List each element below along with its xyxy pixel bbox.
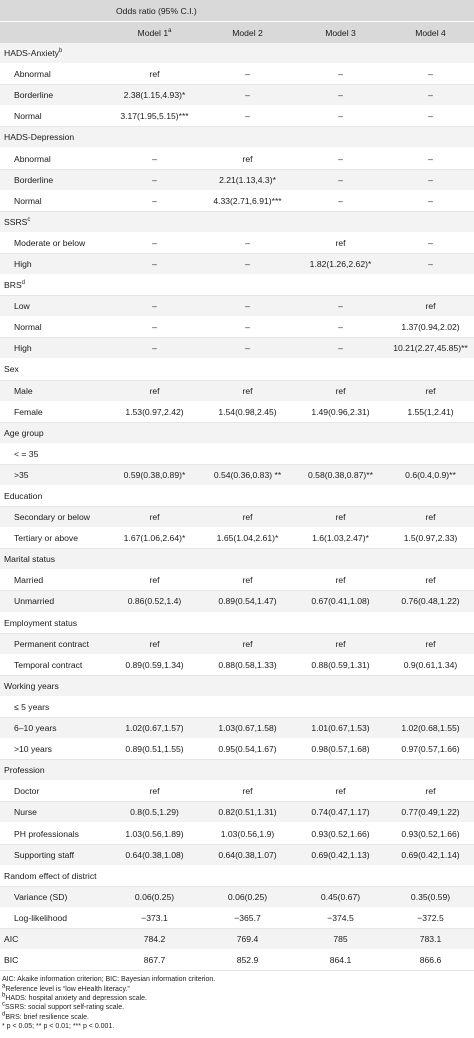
section-label: [0, 760, 474, 781]
model-3-cell: ref: [294, 781, 387, 802]
table-row: [0, 106, 474, 127]
section-label: [0, 275, 474, 296]
table-row: [0, 64, 474, 85]
row-label-text: Borderline: [14, 90, 54, 101]
footnote-marker: a: [2, 983, 6, 990]
table-row: [0, 232, 474, 253]
model-4-cell: 0.35(0.59): [387, 886, 474, 907]
model-2-cell: –: [201, 106, 294, 127]
row-label-text: Borderline: [14, 174, 54, 185]
model-4-cell: 0.6(0.4,0.9)**: [387, 464, 474, 485]
model-1-cell: ref: [108, 570, 201, 591]
model-1-cell: 2.38(1.15,4.93)*: [108, 85, 201, 106]
row-label-text: Married: [14, 575, 44, 586]
model-4-cell: [387, 443, 474, 464]
table-row: [0, 591, 474, 612]
table-row: [0, 296, 474, 317]
section-label: [0, 211, 474, 232]
row-label-text: Normal: [14, 195, 42, 206]
row-label-text: Working years: [4, 680, 59, 691]
footnote-marker: d: [2, 1011, 6, 1018]
row-label-text: Permanent contract: [14, 638, 89, 649]
model-4-cell: 783.1: [387, 928, 474, 949]
model-3-cell: ref: [294, 570, 387, 591]
row-label: [0, 823, 108, 844]
model-4-cell: ref: [387, 296, 474, 317]
row-label: [0, 570, 108, 591]
row-label: [0, 886, 108, 907]
model-4-cell: ref: [387, 781, 474, 802]
model-2-cell: 0.64(0.38,1.07): [201, 844, 294, 865]
model-1-cell: 1.53(0.97,2.42): [108, 401, 201, 422]
footnote-text: AIC: Akaike information criterion; BIC: Bayesian information criterion.: [2, 976, 216, 984]
model-2-cell: 0.88(0.58,1.33): [201, 654, 294, 675]
row-label-text: Sex: [4, 364, 19, 375]
table-row: [0, 844, 474, 865]
row-label-text: Random effect of district: [4, 870, 97, 881]
footnote-text: Reference level is “low eHealth literacy.”: [5, 985, 130, 993]
model-4-cell: –: [387, 85, 474, 106]
table-row: [0, 654, 474, 675]
model-1-cell: 0.64(0.38,1.08): [108, 844, 201, 865]
row-label: [0, 443, 108, 464]
row-label-text: High: [14, 343, 32, 354]
model-2-cell: 0.54(0.36,0.83) **: [201, 464, 294, 485]
footnote-marker: c: [27, 216, 31, 223]
table-row: [0, 633, 474, 654]
footnote-marker: b: [2, 992, 6, 999]
model-1-cell: –: [108, 253, 201, 274]
section-row: [0, 485, 474, 506]
table-row: [0, 317, 474, 338]
row-label-text: Employment status: [4, 617, 78, 628]
model-2-cell: 4.33(2.71,6.91)***: [201, 190, 294, 211]
model-2-header: Model 2: [201, 22, 294, 44]
model-1-cell: [108, 696, 201, 717]
model-3-cell: 1.49(0.96,2.31): [294, 401, 387, 422]
model-4-cell: –: [387, 232, 474, 253]
row-label: [0, 844, 108, 865]
model-4-cell: –: [387, 253, 474, 274]
model-4-cell: [387, 696, 474, 717]
model-4-cell: ref: [387, 633, 474, 654]
model-1-cell: 0.8(0.5,1.29): [108, 802, 201, 823]
model-1-cell: ref: [108, 64, 201, 85]
row-label-text: Doctor: [14, 786, 40, 797]
model-2-cell: [201, 443, 294, 464]
model-4-header: Model 4: [387, 22, 474, 44]
model-3-cell: 0.88(0.59,1.31): [294, 654, 387, 675]
model-2-cell: 1.54(0.98,2.45): [201, 401, 294, 422]
row-label-text: Unmarried: [14, 596, 55, 607]
model-3-cell: [294, 696, 387, 717]
model-3-cell: –: [294, 317, 387, 338]
model-3-cell: –: [294, 338, 387, 359]
row-label: [0, 591, 108, 612]
row-label-text: Profession: [4, 765, 45, 776]
row-label-text: Abnormal: [14, 69, 51, 80]
model-1-cell: 1.02(0.67,1.57): [108, 718, 201, 739]
table-row: [0, 950, 474, 971]
header-row-models: [0, 22, 474, 44]
section-row: [0, 612, 474, 633]
row-label-text: Variance (SD): [14, 891, 68, 902]
model-4-cell: 0.69(0.42,1.14): [387, 844, 474, 865]
table-row: [0, 928, 474, 949]
row-label: [0, 507, 108, 528]
model-1-cell: 1.67(1.06,2.64)*: [108, 528, 201, 549]
section-row: [0, 865, 474, 886]
model-2-cell: ref: [201, 781, 294, 802]
row-label: [0, 253, 108, 274]
table-row: [0, 507, 474, 528]
model-4-cell: −372.5: [387, 907, 474, 928]
model-2-cell: 1.03(0.56,1.9): [201, 823, 294, 844]
model-4-cell: 0.76(0.48,1.22): [387, 591, 474, 612]
section-label: [0, 612, 474, 633]
model-2-cell: –: [201, 296, 294, 317]
model-1-cell: 3.17(1.95,5.15)***: [108, 106, 201, 127]
row-label-text: Male: [14, 385, 33, 396]
model-4-cell: 866.6: [387, 950, 474, 971]
model-3-cell: 864.1: [294, 950, 387, 971]
model-3-cell: 0.69(0.42,1.13): [294, 844, 387, 865]
footnote: [2, 1022, 472, 1031]
model-3-cell: 1.01(0.67,1.53): [294, 718, 387, 739]
table-row: [0, 739, 474, 760]
model-4-cell: ref: [387, 570, 474, 591]
model-4-cell: –: [387, 190, 474, 211]
model-3-cell: −374.5: [294, 907, 387, 928]
row-label: [0, 401, 108, 422]
model-2-cell: 0.95(0.54,1.67): [201, 739, 294, 760]
row-label-text: Age group: [4, 427, 44, 438]
row-label: [0, 696, 108, 717]
model-4-cell: –: [387, 148, 474, 169]
footnote-text: BRS: brief resilience scale.: [5, 1013, 89, 1021]
model-3-cell: [294, 443, 387, 464]
section-row: [0, 760, 474, 781]
model-3-cell: 0.45(0.67): [294, 886, 387, 907]
model-3-cell: ref: [294, 507, 387, 528]
model-1-cell: 0.89(0.59,1.34): [108, 654, 201, 675]
row-label: [0, 64, 108, 85]
model-3-cell: ref: [294, 633, 387, 654]
model-3-header: Model 3: [294, 22, 387, 44]
model-2-cell: 852.9: [201, 950, 294, 971]
model-1-header: [108, 22, 201, 44]
row-label-text: Secondary or below: [14, 512, 90, 523]
table-row: [0, 886, 474, 907]
footnote: [2, 985, 472, 994]
footnote: [2, 994, 472, 1003]
model-3-cell: –: [294, 190, 387, 211]
model-4-cell: 1.5(0.97,2.33): [387, 528, 474, 549]
model-3-cell: 0.74(0.47,1.17): [294, 802, 387, 823]
table-row: [0, 464, 474, 485]
model-3-cell: –: [294, 169, 387, 190]
row-label: [0, 106, 108, 127]
table-row: [0, 253, 474, 274]
footnote: [2, 975, 472, 984]
footnote-marker: c: [2, 1002, 5, 1009]
footnote-marker: d: [21, 280, 26, 287]
table-row: [0, 85, 474, 106]
model-2-cell: 1.03(0.67,1.58): [201, 718, 294, 739]
section-row: [0, 359, 474, 380]
row-label-text: Temporal contract: [14, 659, 83, 670]
model-4-cell: ref: [387, 507, 474, 528]
model-2-cell: [201, 696, 294, 717]
table-row: [0, 823, 474, 844]
row-label-text: High: [14, 258, 32, 269]
row-label: [0, 802, 108, 823]
model-3-cell: 0.93(0.52,1.66): [294, 823, 387, 844]
model-2-cell: ref: [201, 380, 294, 401]
table-body: [0, 43, 474, 971]
footnote: [2, 1013, 472, 1022]
row-label: [0, 338, 108, 359]
model-1-cell: 1.03(0.56,1.89): [108, 823, 201, 844]
model-4-cell: 1.02(0.68,1.55): [387, 718, 474, 739]
row-label: [0, 781, 108, 802]
row-label-text: SSRS: [4, 216, 28, 227]
section-row: [0, 275, 474, 296]
model-3-cell: –: [294, 85, 387, 106]
model-4-cell: 0.77(0.49,1.22): [387, 802, 474, 823]
row-label: [0, 654, 108, 675]
table-row: [0, 907, 474, 928]
model-1-cell: ref: [108, 380, 201, 401]
model-4-cell: 1.37(0.94,2.02): [387, 317, 474, 338]
model-1-cell: –: [108, 232, 201, 253]
model-3-cell: 785: [294, 928, 387, 949]
model-1-cell: [108, 443, 201, 464]
model-3-cell: 1.82(1.26,2.62)*: [294, 253, 387, 274]
row-label-text: >10 years: [14, 744, 52, 755]
model-1-cell: −373.1: [108, 907, 201, 928]
section-row: [0, 211, 474, 232]
footnote-marker: b: [58, 48, 63, 55]
model-1-cell: ref: [108, 633, 201, 654]
model-1-cell: 0.86(0.52,1.4): [108, 591, 201, 612]
row-label: [0, 950, 108, 971]
row-label-text: Low: [14, 301, 30, 312]
model-3-cell: 0.98(0.57,1.68): [294, 739, 387, 760]
model-2-cell: ref: [201, 633, 294, 654]
model-4-cell: 0.93(0.52,1.66): [387, 823, 474, 844]
table-row: [0, 528, 474, 549]
row-label: [0, 633, 108, 654]
model-1-cell: –: [108, 317, 201, 338]
model-1-cell: –: [108, 338, 201, 359]
table-row: [0, 401, 474, 422]
row-label: [0, 296, 108, 317]
table-row: [0, 443, 474, 464]
row-label-text: AIC: [4, 933, 19, 944]
table-row: [0, 718, 474, 739]
footnotes: [0, 971, 474, 1031]
table-row: [0, 148, 474, 169]
row-label-text: Nurse: [14, 807, 37, 818]
table-row: [0, 570, 474, 591]
model-1-cell: ref: [108, 507, 201, 528]
row-label-text: Supporting staff: [14, 849, 75, 860]
row-label: [0, 718, 108, 739]
row-label: [0, 739, 108, 760]
model-4-cell: –: [387, 169, 474, 190]
model-2-cell: –: [201, 85, 294, 106]
model-3-cell: –: [294, 64, 387, 85]
model-4-cell: ref: [387, 380, 474, 401]
row-label-text: 6–10 years: [14, 723, 57, 734]
row-label-text: PH professionals: [14, 828, 79, 839]
row-label-text: < = 35: [14, 448, 39, 459]
row-label-text: Female: [14, 406, 43, 417]
model-1-cell: 867.7: [108, 950, 201, 971]
model-3-cell: –: [294, 106, 387, 127]
model-4-cell: 10.21(2.27,45.85)**: [387, 338, 474, 359]
model-3-cell: 1.6(1.03,2.47)*: [294, 528, 387, 549]
footnote: [2, 1003, 472, 1012]
model-4-cell: 0.9(0.61,1.34): [387, 654, 474, 675]
model-3-cell: ref: [294, 232, 387, 253]
model-2-cell: 0.82(0.51,1.31): [201, 802, 294, 823]
table-row: [0, 169, 474, 190]
model-2-cell: –: [201, 317, 294, 338]
row-label: [0, 928, 108, 949]
model-4-cell: 0.97(0.57,1.66): [387, 739, 474, 760]
row-label-text: HADS-Anxiety: [4, 48, 59, 59]
row-label: [0, 232, 108, 253]
model-3-cell: 0.67(0.41,1.08): [294, 591, 387, 612]
model-3-cell: –: [294, 148, 387, 169]
model-1-cell: –: [108, 169, 201, 190]
odds-ratio-header: Odds ratio (95% C.I.): [0, 0, 474, 22]
row-label-text: >35: [14, 469, 29, 480]
row-label: [0, 528, 108, 549]
model-2-cell: 769.4: [201, 928, 294, 949]
section-row: [0, 127, 474, 148]
row-label-text: Log-likelihood: [14, 912, 68, 923]
model-2-cell: 1.65(1.04,2.61)*: [201, 528, 294, 549]
model-4-cell: –: [387, 64, 474, 85]
section-row: [0, 43, 474, 64]
footnote-text: SSRS: social support self-rating scale.: [5, 1004, 125, 1012]
model-1-cell: –: [108, 148, 201, 169]
row-label: [0, 190, 108, 211]
model-3-cell: –: [294, 296, 387, 317]
table-row: [0, 802, 474, 823]
row-label-text: Marital status: [4, 554, 56, 565]
header-blank: [0, 22, 108, 44]
section-label: [0, 127, 474, 148]
row-label-text: BRS: [4, 280, 22, 291]
row-label: [0, 85, 108, 106]
row-label: [0, 317, 108, 338]
section-label: [0, 549, 474, 570]
model-3-cell: ref: [294, 380, 387, 401]
model-1-cell: ref: [108, 781, 201, 802]
footnote-text: HADS: hospital anxiety and depression scale.: [5, 994, 147, 1002]
row-label: [0, 907, 108, 928]
row-label-text: Education: [4, 491, 43, 502]
model-1-cell: –: [108, 296, 201, 317]
row-label-text: Normal: [14, 111, 42, 122]
model-1-label: Model 1: [137, 27, 169, 38]
row-label-text: Moderate or below: [14, 237, 86, 248]
model-2-cell: 2.21(1.13,4.3)*: [201, 169, 294, 190]
model-2-cell: –: [201, 338, 294, 359]
row-label: [0, 464, 108, 485]
section-row: [0, 675, 474, 696]
model-1-cell: –: [108, 190, 201, 211]
model-4-cell: 1.55(1,2.41): [387, 401, 474, 422]
table-row: [0, 190, 474, 211]
model-1-cell: 0.89(0.51,1.55): [108, 739, 201, 760]
model-2-cell: ref: [201, 507, 294, 528]
section-label: [0, 43, 474, 64]
row-label-text: HADS-Depression: [4, 132, 75, 143]
model-1-cell: 784.2: [108, 928, 201, 949]
model-2-cell: 0.06(0.25): [201, 886, 294, 907]
model-2-cell: ref: [201, 570, 294, 591]
model-2-cell: –: [201, 64, 294, 85]
table-row: [0, 781, 474, 802]
model-3-cell: 0.58(0.38,0.87)**: [294, 464, 387, 485]
header-row-odds: [0, 0, 474, 22]
table-header: [0, 0, 474, 43]
row-label-text: Abnormal: [14, 153, 51, 164]
footnote-text: * p < 0.05; ** p < 0.01; *** p < 0.001.: [2, 1023, 115, 1031]
row-label-text: Normal: [14, 322, 42, 333]
model-1-cell: 0.59(0.38,0.89)*: [108, 464, 201, 485]
row-label: [0, 380, 108, 401]
table-row: [0, 696, 474, 717]
section-label: [0, 359, 474, 380]
model-4-cell: –: [387, 106, 474, 127]
row-label: [0, 148, 108, 169]
row-label-text: BIC: [4, 955, 19, 966]
model-2-cell: –: [201, 232, 294, 253]
model-2-cell: −365.7: [201, 907, 294, 928]
section-label: [0, 485, 474, 506]
section-label: [0, 422, 474, 443]
table-row: [0, 380, 474, 401]
section-row: [0, 549, 474, 570]
table-row: [0, 338, 474, 359]
model-1-cell: 0.06(0.25): [108, 886, 201, 907]
model-2-cell: –: [201, 253, 294, 274]
section-row: [0, 422, 474, 443]
model-2-cell: ref: [201, 148, 294, 169]
row-label: [0, 169, 108, 190]
section-label: [0, 675, 474, 696]
section-label: [0, 865, 474, 886]
row-label-text: ≤ 5 years: [14, 701, 50, 712]
row-label-text: Tertiary or above: [14, 533, 79, 544]
model-2-cell: 0.89(0.54,1.47): [201, 591, 294, 612]
model-1-sup: a: [168, 27, 172, 34]
